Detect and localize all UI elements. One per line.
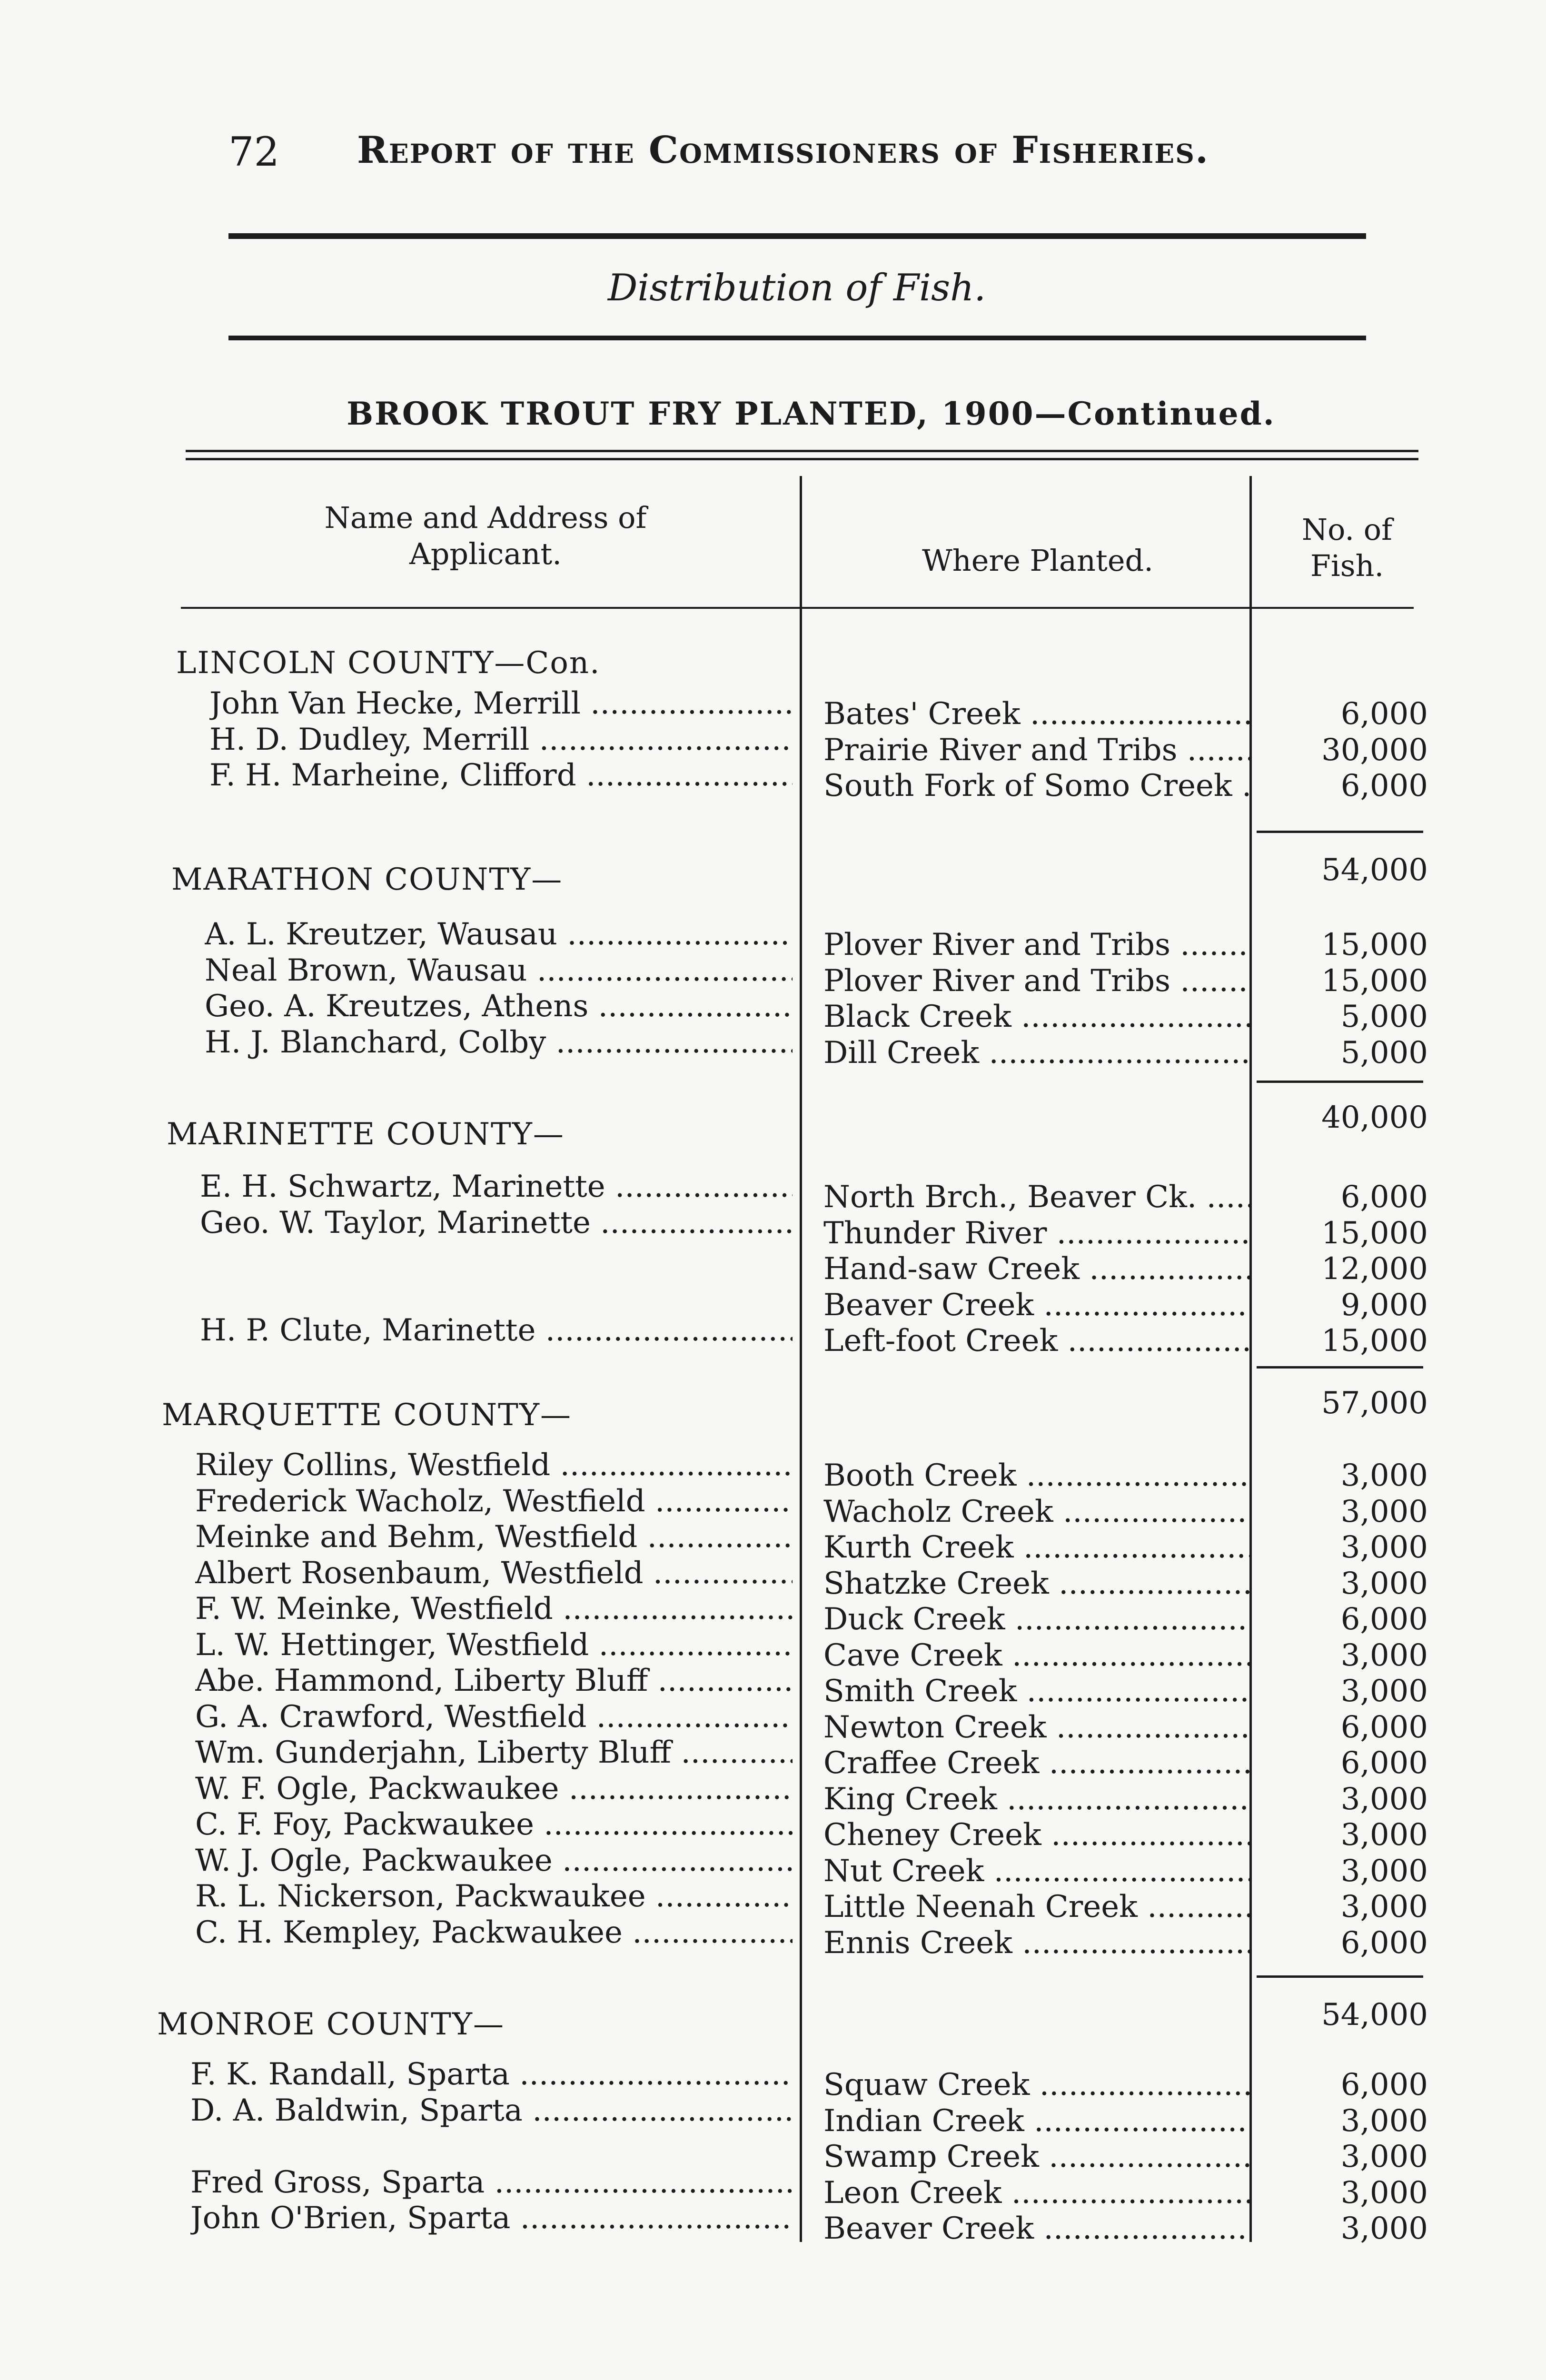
table-row <box>0 1627 1546 1673</box>
fish-count: 3,000 <box>1340 1530 1428 1565</box>
page-number: 72 <box>228 129 279 175</box>
fish-count: 6,000 <box>1340 768 1428 803</box>
planting-location: Black Creek ..... <box>823 999 1252 1035</box>
applicant-name: H. D. Dudley, Merrill ..... <box>209 722 793 758</box>
planting-location: Nut Creek ..... <box>823 1853 1252 1889</box>
applicant-name: H. P. Clute, Marinette ..... <box>200 1312 793 1349</box>
table-row <box>0 1878 1546 1924</box>
applicant-name: Albert Rosenbaum, Westfield ..... <box>195 1555 793 1591</box>
county-total: 40,000 <box>1321 1100 1428 1135</box>
fish-count: 15,000 <box>1321 1323 1428 1359</box>
fish-count: 3,000 <box>1340 1637 1428 1673</box>
subtotal-rule <box>1257 1081 1423 1083</box>
applicant-name: John Van Hecke, Merrill ..... <box>209 685 793 722</box>
planting-location: Leon Creek ..... <box>823 2175 1252 2211</box>
fish-count: 15,000 <box>1321 963 1428 999</box>
planting-location: Swamp Creek ..... <box>823 2139 1252 2175</box>
table-row <box>0 2092 1546 2139</box>
table-row <box>0 1205 1546 1251</box>
table-row <box>0 1663 1546 1709</box>
planting-location: Craffee Creek ..... <box>823 1745 1252 1781</box>
fish-count: 6,000 <box>1340 1925 1428 1961</box>
county-total: 54,000 <box>1321 853 1428 888</box>
header-rule <box>228 233 1366 239</box>
subtotal-rule <box>1257 831 1423 833</box>
county-total: 54,000 <box>1321 1997 1428 2033</box>
fish-count: 30,000 <box>1321 732 1428 768</box>
column-header-applicant: Name and Address of Applicant. <box>324 500 647 571</box>
fish-count: 6,000 <box>1340 1745 1428 1781</box>
fish-count: 6,000 <box>1340 696 1428 732</box>
column-header-count: No. of Fish. <box>1301 512 1393 583</box>
table-row <box>0 1519 1546 1565</box>
applicant-name: A. L. Kreutzer, Wausau ..... <box>205 916 793 952</box>
table-row <box>0 685 1546 732</box>
planting-location: Left-foot Creek ..... <box>823 1323 1252 1359</box>
table-row <box>0 988 1546 1034</box>
table-title: BROOK TROUT FRY PLANTED, 1900—Continued. <box>347 395 1276 432</box>
planting-location: Bates' Creek ..... <box>823 696 1252 732</box>
planting-location: Little Neenah Creek ..... <box>823 1889 1252 1925</box>
fish-count: 3,000 <box>1340 1817 1428 1853</box>
applicant-name: Neal Brown, Wausau ..... <box>205 952 793 989</box>
county-heading: MARINETTE COUNTY— <box>167 1117 565 1152</box>
planting-location: South Fork of Somo Creek ..... <box>823 768 1252 804</box>
table-row <box>0 1555 1546 1601</box>
planting-location: North Brch., Beaver Ck. ..... <box>823 1179 1252 1215</box>
fish-count: 6,000 <box>1340 1602 1428 1637</box>
subtotal-rule <box>1257 1366 1423 1368</box>
page-header <box>228 129 1395 186</box>
table-row <box>0 2128 1546 2174</box>
applicant-name: W. J. Ogle, Packwaukee ..... <box>195 1843 793 1879</box>
planting-location: Wacholz Creek ..... <box>823 1494 1252 1530</box>
planting-location: Shatzke Creek ..... <box>823 1566 1252 1602</box>
planting-location: Ennis Creek ..... <box>823 1925 1252 1961</box>
fish-count: 3,000 <box>1340 2103 1428 2139</box>
planting-location: Squaw Creek ..... <box>823 2067 1252 2103</box>
applicant-name: E. H. Schwartz, Marinette ..... <box>200 1169 793 1205</box>
fish-count: 3,000 <box>1340 1853 1428 1889</box>
applicant-name: D. A. Baldwin, Sparta ..... <box>190 2092 793 2129</box>
applicant-name: Frederick Wacholz, Westfield ..... <box>195 1483 793 1519</box>
fish-count: 3,000 <box>1340 2175 1428 2211</box>
fish-count: 3,000 <box>1340 1781 1428 1817</box>
fish-count: 6,000 <box>1340 1709 1428 1745</box>
fish-count: 6,000 <box>1340 1180 1428 1215</box>
applicant-name: L. W. Hettinger, Westfield ..... <box>195 1627 793 1663</box>
planting-location: Duck Creek ..... <box>823 1601 1252 1637</box>
running-title: Report of the Commissioners of Fisheries. <box>357 129 1209 172</box>
applicant-name: Abe. Hammond, Liberty Bluff ..... <box>195 1663 793 1699</box>
county-total: 57,000 <box>1321 1386 1428 1421</box>
planting-location: Hand-saw Creek ..... <box>823 1251 1252 1287</box>
table-row <box>0 952 1546 999</box>
county-heading: MONROE COUNTY— <box>157 2007 505 2042</box>
county-heading: LINCOLN COUNTY—Con. <box>176 645 601 681</box>
table-row <box>0 1240 1546 1287</box>
fish-count: 15,000 <box>1321 1215 1428 1251</box>
table-row <box>0 1699 1546 1745</box>
table-row <box>0 722 1546 768</box>
planting-location: Thunder River ..... <box>823 1215 1252 1251</box>
applicant-name: F. W. Meinke, Westfield ..... <box>195 1591 793 1627</box>
planting-location: Plover River and Tribs ..... <box>823 927 1252 963</box>
applicant-name: Wm. Gunderjahn, Liberty Bluff ..... <box>195 1735 793 1771</box>
fish-count: 3,000 <box>1340 2211 1428 2246</box>
table-top-rule-1 <box>186 450 1418 452</box>
county-heading: MARQUETTE COUNTY— <box>162 1398 572 1433</box>
applicant-name: F. K. Randall, Sparta ..... <box>190 2056 793 2092</box>
table-row <box>0 1806 1546 1853</box>
applicant-name: John O'Brien, Sparta ..... <box>190 2200 793 2236</box>
fish-count: 3,000 <box>1340 1889 1428 1924</box>
table-row <box>0 1169 1546 1215</box>
applicant-name: Geo. W. Taylor, Marinette ..... <box>200 1205 793 1241</box>
fish-count: 6,000 <box>1340 2067 1428 2102</box>
table-row <box>0 1735 1546 1781</box>
applicant-name: Geo. A. Kreutzes, Athens ..... <box>205 988 793 1024</box>
planting-location: Newton Creek ..... <box>823 1709 1252 1745</box>
applicant-name: Riley Collins, Westfield ..... <box>195 1447 793 1483</box>
fish-count: 3,000 <box>1340 2139 1428 2174</box>
table-row <box>0 1843 1546 1889</box>
fish-count: 9,000 <box>1340 1287 1428 1323</box>
applicant-name: Meinke and Behm, Westfield ..... <box>195 1519 793 1555</box>
applicant-name: G. A. Crawford, Westfield ..... <box>195 1699 793 1735</box>
planting-location: Dill Creek ..... <box>823 1035 1252 1071</box>
subtitle-rule <box>228 336 1366 340</box>
fish-count: 5,000 <box>1340 1035 1428 1071</box>
table-row <box>0 2164 1546 2211</box>
table-row <box>0 1591 1546 1637</box>
table-row <box>0 2200 1546 2246</box>
fish-count: 5,000 <box>1340 999 1428 1034</box>
header-bottom-rule <box>181 607 1414 609</box>
section-subtitle: Distribution of Fish. <box>607 267 986 309</box>
table-row <box>0 1914 1546 1961</box>
table-row <box>0 916 1546 962</box>
fish-count: 3,000 <box>1340 1494 1428 1529</box>
planting-location: Cheney Creek ..... <box>823 1817 1252 1853</box>
fish-count: 15,000 <box>1321 927 1428 962</box>
table-row <box>0 1771 1546 1817</box>
fish-count: 3,000 <box>1340 1566 1428 1601</box>
planting-location: Beaver Creek ..... <box>823 1287 1252 1323</box>
table-row <box>0 1447 1546 1493</box>
planting-location: Plover River and Tribs ..... <box>823 963 1252 999</box>
planting-location: Prairie River and Tribs ..... <box>823 732 1252 768</box>
applicant-name: C. H. Kempley, Packwaukee ..... <box>195 1914 793 1951</box>
table-row <box>0 1312 1546 1359</box>
fish-count: 12,000 <box>1321 1251 1428 1287</box>
applicant-name: C. F. Foy, Packwaukee ..... <box>195 1806 793 1843</box>
table-row <box>0 1024 1546 1071</box>
applicant-name: F. H. Marheine, Clifford ..... <box>209 757 793 793</box>
fish-count: 3,000 <box>1340 1674 1428 1709</box>
applicant-name: R. L. Nickerson, Packwaukee ..... <box>195 1878 793 1914</box>
planting-location: Kurth Creek ..... <box>823 1529 1252 1566</box>
table-row <box>0 2056 1546 2102</box>
table-row <box>0 1277 1546 1323</box>
fish-count: 3,000 <box>1340 1458 1428 1493</box>
planting-location: Indian Creek ..... <box>823 2103 1252 2139</box>
planting-location: Cave Creek ..... <box>823 1637 1252 1674</box>
table-top-rule-2 <box>186 458 1418 460</box>
planting-location: Smith Creek ..... <box>823 1673 1252 1709</box>
table-row <box>0 1483 1546 1529</box>
column-header-place: Where Planted. <box>922 543 1153 578</box>
planting-location: Booth Creek ..... <box>823 1458 1252 1494</box>
planting-location: Beaver Creek ..... <box>823 2211 1252 2247</box>
subtotal-rule <box>1257 1975 1423 1978</box>
planting-location: King Creek ..... <box>823 1781 1252 1817</box>
table-row <box>0 757 1546 803</box>
applicant-name: Fred Gross, Sparta ..... <box>190 2164 793 2201</box>
county-heading: MARATHON COUNTY— <box>171 862 563 897</box>
applicant-name: H. J. Blanchard, Colby ..... <box>205 1024 793 1061</box>
applicant-name: W. F. Ogle, Packwaukee ..... <box>195 1771 793 1807</box>
